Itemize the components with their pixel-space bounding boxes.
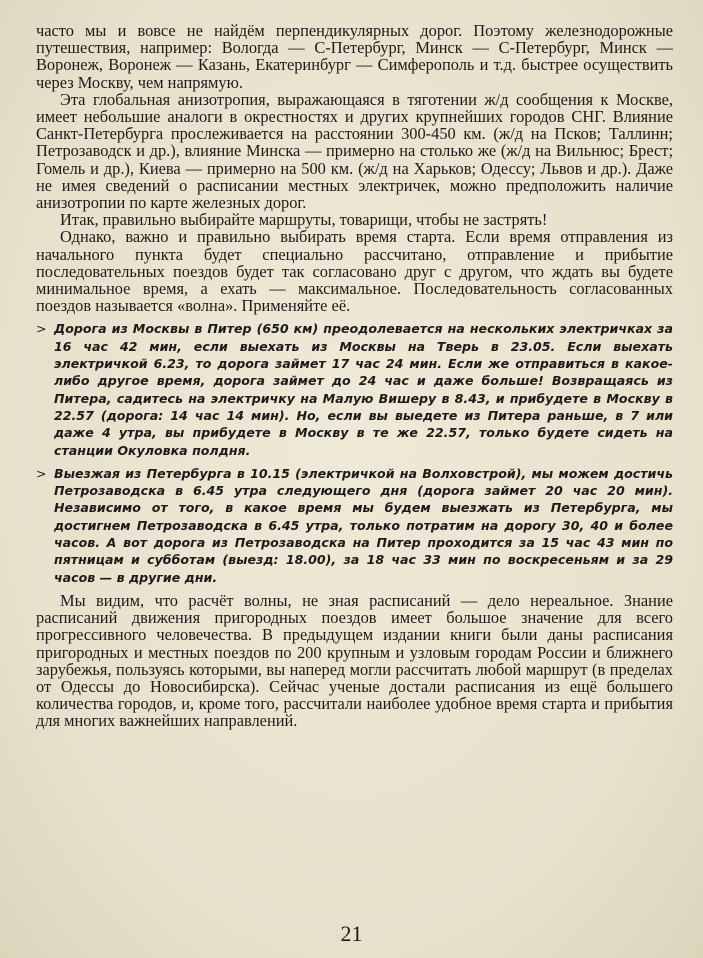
example-moscow-piter — [36, 320, 673, 458]
paragraph-start-time: Однако, важно и правильно выбирать время старта. Если время отправления из начального пункта будет специально рассчитано, отправление и прибытие последовательных поездов будет так согласовано друг с другом, что ждать вы будете минимальное время, а ехать — максимальное. Последовательность согласованных поездов называется «волна». Применяйте её. — [36, 227, 673, 316]
paragraph-anisotropy: Эта глобальная анизотропия, выражающаяся в тяготении ж/д сообщения к Москве, имеет небольшие аналоги в окрестностях и других крупнейших городов СНГ. Влияние Санкт-Петербурга прослеживается на расстоянии 300-450 км. (ж/д на Псков; Таллинн; Петрозаводск и др.), влияние Минска — примерно на столько же (ж/д на Вильнюс; Брест; Гомель и др.), Киева — примерно на 500 км. (ж/д на Харьков; Одессу; Львов и др.). Даже не имея сведений о расписании местных электричек, можно предположить наличие анизотропии по карте железных дорог. — [36, 89, 673, 213]
paragraph-choose-routes: Итак, правильно выбирайте маршруты, товарищи, чтобы не застрять! — [60, 210, 548, 230]
body-text-bottom — [36, 592, 673, 730]
paragraph-schedules: Мы видим, что расчёт волны, не зная расписаний — дело нереальное. Знание расписаний движения пригородных поездов имеет большое значение для всего прогрессивного человечества. В предыдущем издании книги были даны расписания пригородных и местных поездов по 200 крупным и узловым городам России и ближнего зарубежья, пользуясь которыми, вы наперед могли рассчитать любой маршрут (в пределах от Одессы до Новосибирска). Сейчас ученые достали расписания из ещё большего количества городов, и, кроме того, рассчитали наиболее удобное время старта и прибытия для многих важнейших направлений. — [36, 590, 673, 731]
page-number: 21 — [340, 921, 363, 946]
quote-marker: > — [36, 465, 47, 481]
example-petrozavodsk — [36, 465, 673, 586]
body-text — [36, 22, 673, 314]
example-text: Выезжая из Петербурга в 10.15 (электричкой на Волховстрой), мы можем достичь Петрозаводска в 6.45 утра следующего дня (дорога займет 20 час 20 мин). Независимо от того, в какое время мы будем выезжать из Петербурга, мы достигнем Петрозаводска в 6.45 утра, только потратим на дорогу 30, 40 и более часов. А вот дорога из Петрозаводска на Питер проходится за 15 час 43 мин по пятницам и субботам (выезд: 18.00), за 18 час 33 мин по воскресеньям и за 29 часов — в другие дни. — [54, 465, 673, 585]
paragraph-continued: часто мы и вовсе не найдём перпендикулярных дорог. Поэтому железнодорожные путешествия, например: Вологда — С-Петербург, Минск — С-Петербург, Минск — Воронеж, Воронеж — Казань, Екатеринбург — Симферополь и т.д. быстрее осуществить через Москву, чем напрямую. — [36, 21, 673, 92]
quote-marker: > — [36, 321, 47, 337]
example-text: Дорога из Москвы в Питер (650 км) преодолевается на нескольких электричках за 16 час 42 мин, если выехать из Москвы на Тверь в 23.05. Если выехать электричкой 6.23, то дорога займет 17 час 24 мин. Если же отправиться в какое-либо другое время, дорога займет до 24 час и даже больше! Возвращаясь из Питера, садитесь на электричку на Малую Вишеру в 8.43, и прибудете в Москву в 22.57 (дорога: 14 час 14 мин). Но, если вы выедете из Питера раньше, в 7 или даже 4 утра, вы прибудете в Москву в те же 22.57, только будете сидеть на станции Окуловка полдня. — [54, 321, 673, 458]
